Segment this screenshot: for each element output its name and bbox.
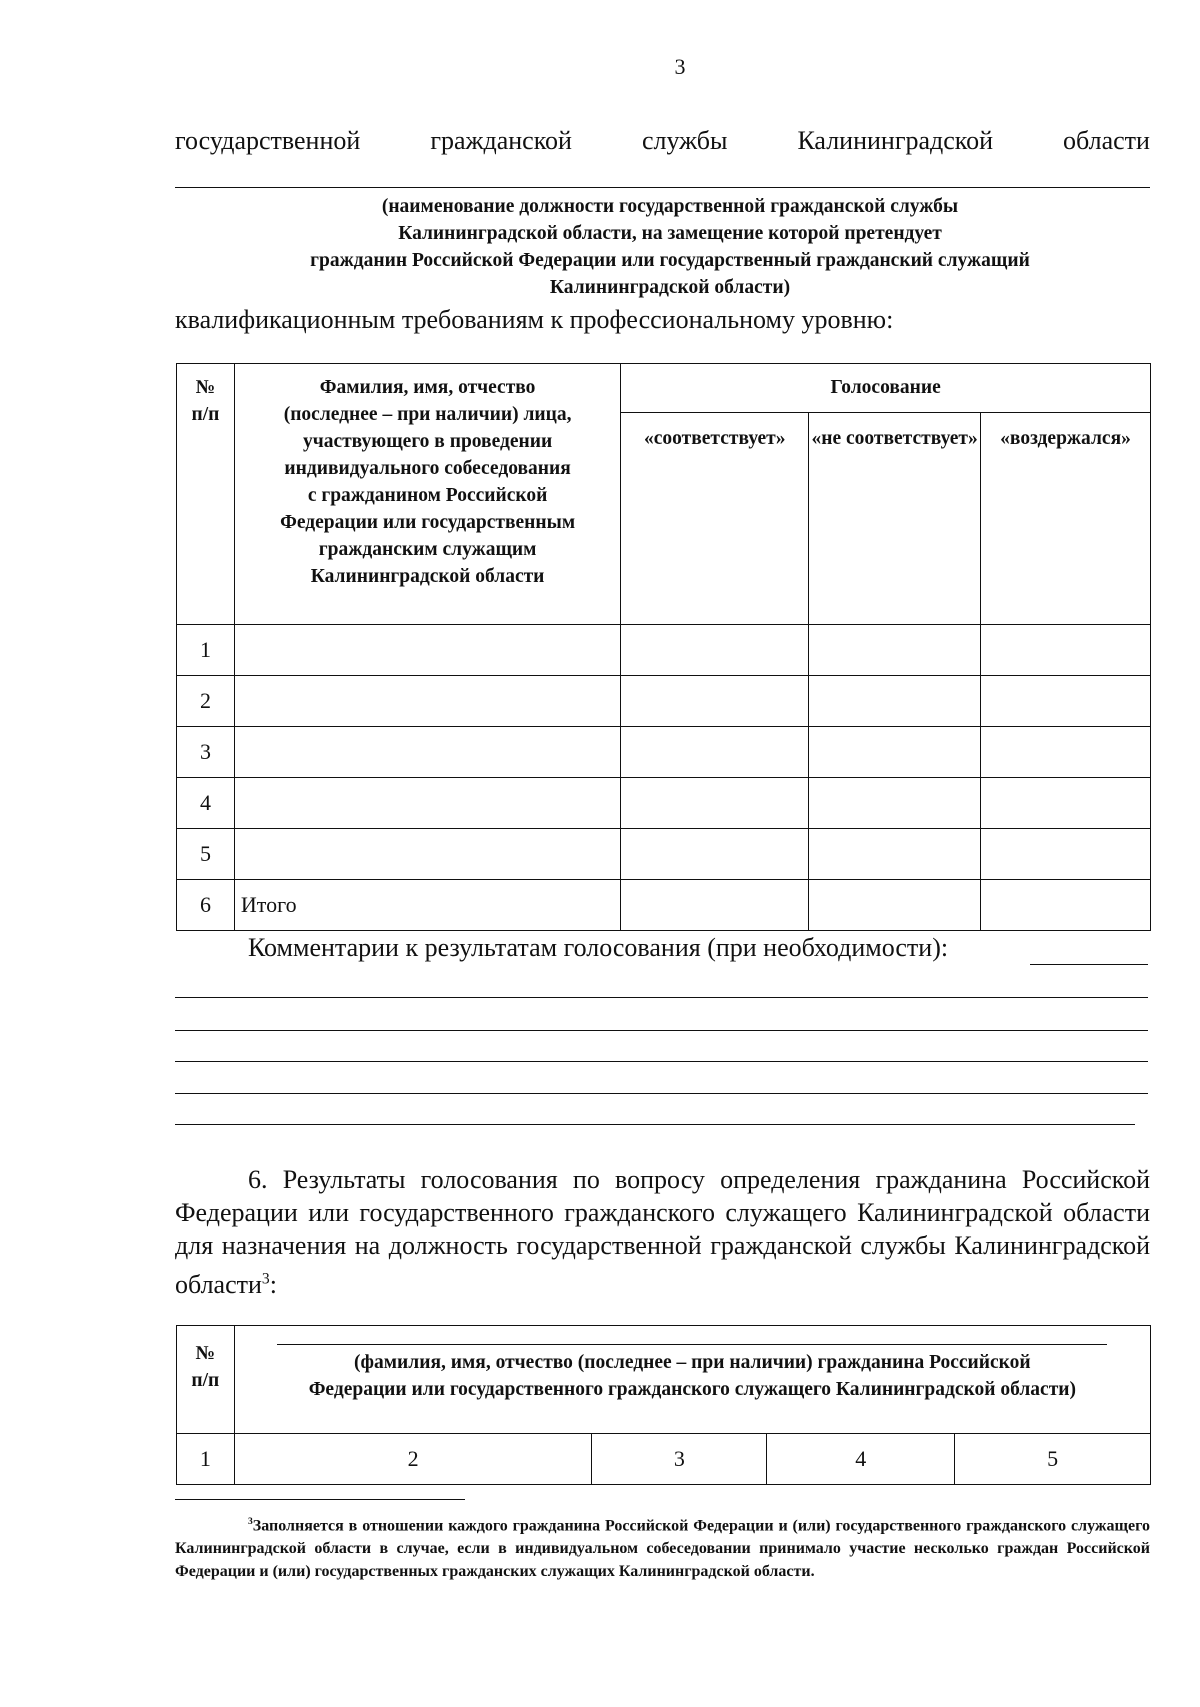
- position-word: службы: [641, 126, 728, 155]
- comment-line[interactable]: [1030, 964, 1148, 965]
- position-word: Калининградской: [797, 126, 994, 155]
- vote-abstain-cell[interactable]: [981, 727, 1151, 778]
- column-number: 3: [592, 1434, 767, 1485]
- table-row: [177, 778, 1151, 829]
- vote-yes-cell[interactable]: [621, 829, 809, 880]
- comment-line[interactable]: [175, 1124, 1135, 1125]
- vote-abstain-cell[interactable]: [981, 676, 1151, 727]
- header-number: № п/п: [177, 1326, 235, 1434]
- header-vote-no: «не соответствует»: [809, 413, 981, 625]
- total-label: Итого: [234, 880, 620, 931]
- position-caption: (наименование должности государственной гражданской службы Калининградской области, на замещение которой претендует гражданин Российской Федерации или государственный гражданский служащий Калининградской области): [310, 196, 1030, 298]
- vote-no-cell[interactable]: [809, 625, 981, 676]
- candidate-name-line[interactable]: [277, 1344, 1107, 1345]
- results-table: [176, 1325, 1151, 1485]
- vote-yes-cell[interactable]: [621, 676, 809, 727]
- vote-abstain-cell[interactable]: [981, 625, 1151, 676]
- position-underline: [175, 187, 1150, 188]
- header-vote-abstain: «воздержался»: [981, 413, 1151, 625]
- row-number: 3: [177, 727, 235, 778]
- header-voting: Голосование: [621, 364, 1151, 413]
- vote-yes-cell[interactable]: [621, 778, 809, 829]
- column-number: 1: [177, 1434, 235, 1485]
- comment-line[interactable]: [175, 997, 1148, 998]
- vote-abstain-cell[interactable]: [981, 778, 1151, 829]
- participant-name-cell[interactable]: [234, 676, 620, 727]
- vote-no-cell[interactable]: [809, 778, 981, 829]
- vote-no-cell[interactable]: [809, 829, 981, 880]
- header-participant-name: Фамилия, имя, отчество (последнее – при наличии) лица, участвующего в проведении индивидуального собеседования с гражданином Российской Федерации или государственным гражданским служащим Калининградской области: [234, 364, 620, 625]
- column-number: 4: [767, 1434, 955, 1485]
- position-word: области: [1063, 126, 1150, 155]
- table-row: [177, 1434, 1151, 1485]
- comment-line[interactable]: [175, 1061, 1148, 1062]
- comment-line[interactable]: [175, 1030, 1148, 1031]
- participant-name-cell[interactable]: [234, 778, 620, 829]
- position-word: государственной: [175, 126, 361, 155]
- row-number: 6: [177, 880, 235, 931]
- header-vote-yes: «соответствует»: [621, 413, 809, 625]
- vote-abstain-cell[interactable]: [981, 880, 1151, 931]
- footnote: $^3$Заполняется в отношении каждого гражданина Российской Федерации и (или) государственного гражданского служащего Калининградской области в случае, если в индивидуальном собеседовании принимало участие несколько граждан Российской Федерации и (или) государственных гражданских служащих Калининградской области.: [175, 1516, 1150, 1581]
- total-row: [177, 880, 1151, 931]
- vote-no-cell[interactable]: [809, 880, 981, 931]
- table-row: [177, 727, 1151, 778]
- page-number: 3: [674, 54, 686, 79]
- voting-table: [176, 363, 1151, 931]
- footnote-separator: [175, 1499, 465, 1500]
- section-6-paragraph: 6. Результаты голосования по вопросу определения гражданина Российской Федерации или государственного гражданского служащего Калининградской области для назначения на должность государственной гражданской службы Калининградской области$^3$:: [175, 1165, 1150, 1299]
- position-title-line: [175, 126, 1150, 156]
- vote-yes-cell[interactable]: [621, 880, 809, 931]
- row-number: 5: [177, 829, 235, 880]
- participant-name-cell[interactable]: [234, 727, 620, 778]
- table-row: [177, 829, 1151, 880]
- table-row: [177, 625, 1151, 676]
- vote-yes-cell[interactable]: [621, 625, 809, 676]
- vote-no-cell[interactable]: [809, 676, 981, 727]
- qualification-heading: квалификационным требованиям к профессиональному уровню:: [175, 305, 894, 334]
- header-candidate-caption: (фамилия, имя, отчество (последнее – при наличии) гражданина Российской Федерации или государственного гражданского служащего Калининградской области): [234, 1326, 1150, 1434]
- comment-line[interactable]: [175, 1093, 1148, 1094]
- row-number: 4: [177, 778, 235, 829]
- table-row: [177, 676, 1151, 727]
- comments-label: Комментарии к результатам голосования (при необходимости):: [248, 933, 949, 962]
- header-number: № п/п: [177, 364, 235, 625]
- participant-name-cell[interactable]: [234, 625, 620, 676]
- column-number: 2: [234, 1434, 592, 1485]
- vote-abstain-cell[interactable]: [981, 829, 1151, 880]
- footnote-ref: 3: [261, 1270, 270, 1287]
- position-word: гражданской: [430, 126, 572, 155]
- column-number: 5: [955, 1434, 1151, 1485]
- row-number: 1: [177, 625, 235, 676]
- vote-no-cell[interactable]: [809, 727, 981, 778]
- vote-yes-cell[interactable]: [621, 727, 809, 778]
- row-number: 2: [177, 676, 235, 727]
- participant-name-cell[interactable]: [234, 829, 620, 880]
